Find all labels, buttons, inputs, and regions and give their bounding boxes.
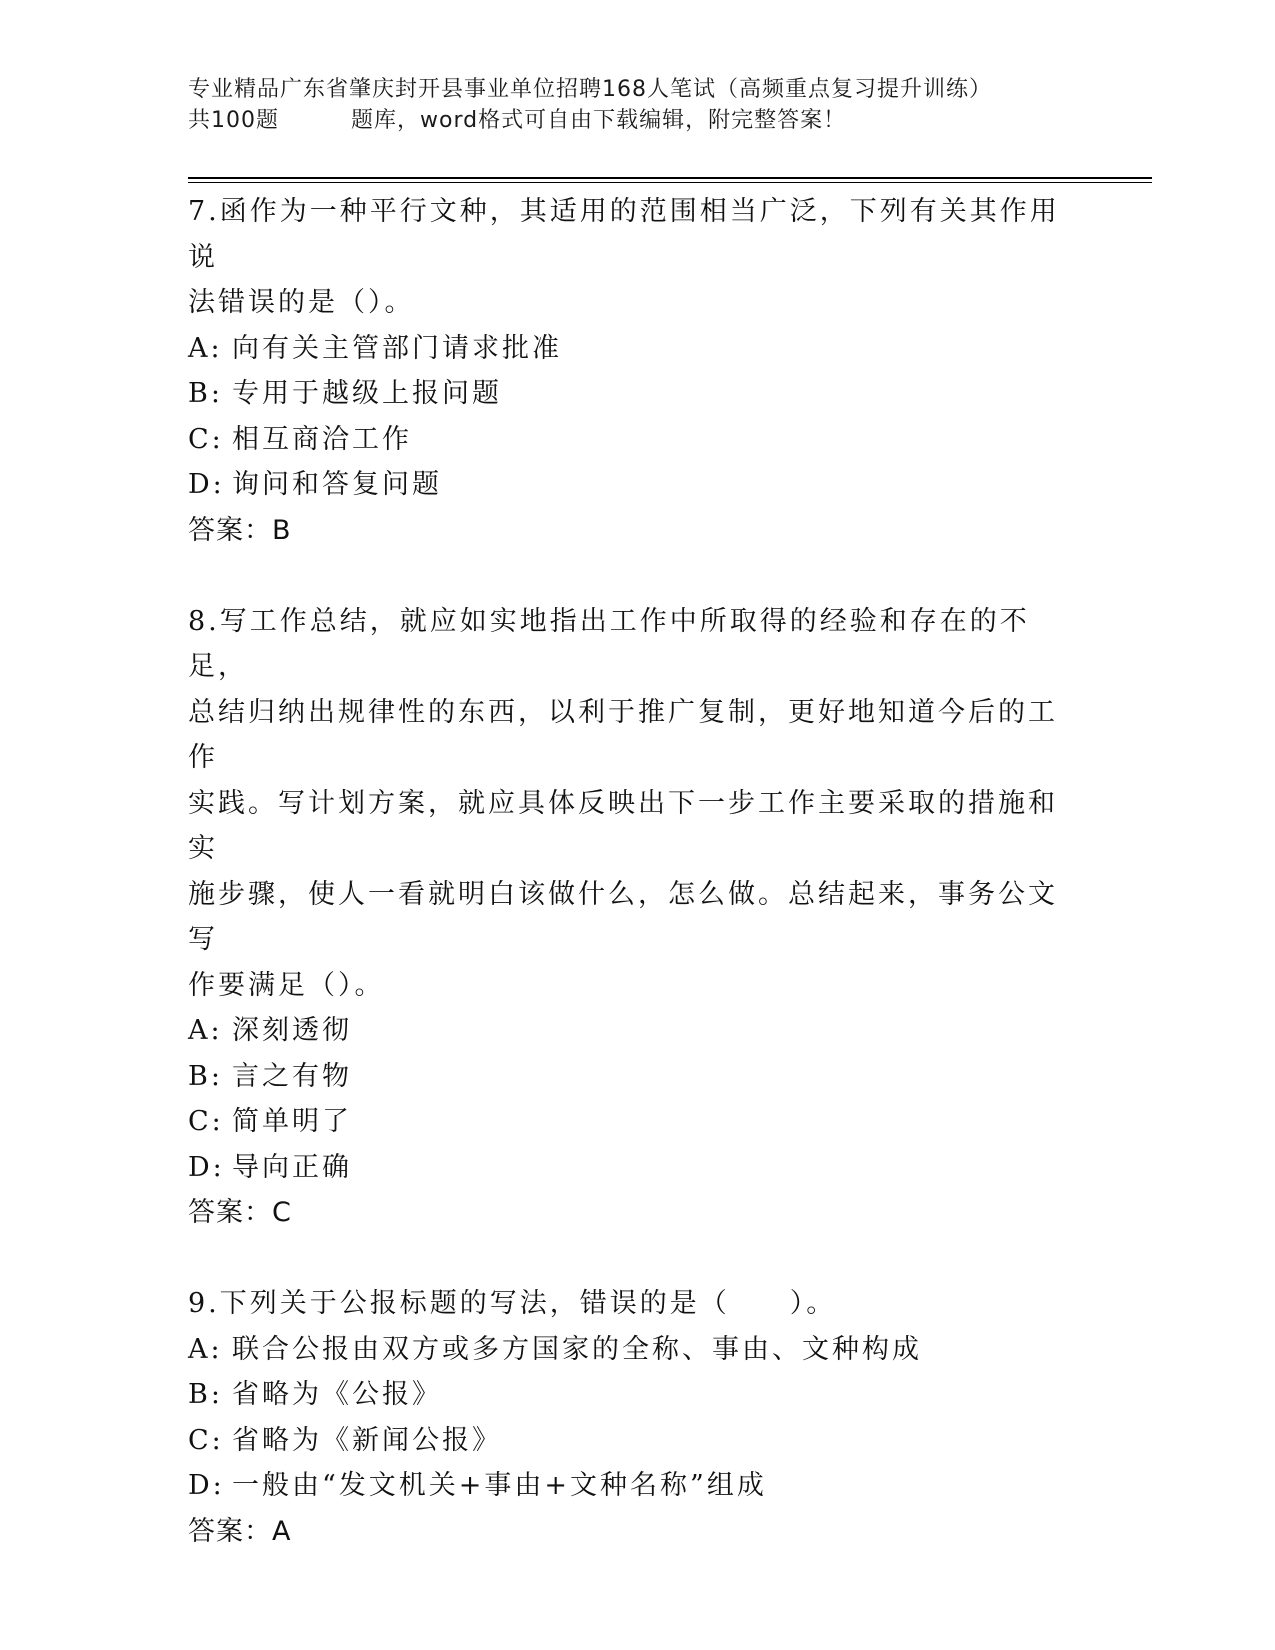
- answer-line: 答案：A: [188, 1515, 292, 1547]
- option-key: D:: [188, 469, 225, 500]
- option-b: [188, 371, 1068, 417]
- option-text: 简单明了: [232, 1106, 352, 1137]
- option-c: [188, 1099, 1068, 1145]
- option-b: [188, 1054, 1068, 1100]
- option-key: C:: [188, 1424, 224, 1456]
- option-text: 询问和答复问题: [232, 469, 442, 500]
- option-d: [188, 1145, 1068, 1191]
- option-b: [188, 1372, 1068, 1418]
- option-d: [188, 1463, 1068, 1509]
- question-stem-line: 施步骤，使人一看就明白该做什么，怎么做。总结起来，事务公文写: [188, 878, 1058, 955]
- option-d: [188, 462, 1068, 508]
- option-c: [188, 1418, 1068, 1464]
- header-question-count: 共100题: [188, 108, 279, 133]
- question-stem-line: 实践。写计划方案，就应具体反映出下一步工作主要采取的措施和实: [188, 787, 1058, 864]
- header-title-line: 专业精品广东省肇庆封开县事业单位招聘168人笔试（高频重点复习提升训练）: [188, 77, 992, 102]
- option-key: B:: [188, 1379, 223, 1410]
- option-text: 一般由“发文机关+事由+文种名称”组成: [232, 1470, 767, 1501]
- header-subtitle-line: [188, 105, 1088, 136]
- option-key: D:: [188, 1470, 225, 1501]
- option-key: A:: [188, 332, 223, 364]
- question-list: [188, 189, 1068, 1554]
- option-text: 省略为《新闻公报》: [232, 1424, 502, 1456]
- option-text: 相互商洽工作: [232, 423, 412, 455]
- question-stem-line: 法错误的是（）。: [188, 287, 415, 318]
- header-divider-thin: [188, 182, 1152, 183]
- option-key: D:: [188, 1151, 225, 1183]
- question-stem-line: 8.写工作总结，就应如实地指出工作中所取得的经验和存在的不足，: [188, 605, 1030, 682]
- option-text: 导向正确: [232, 1151, 352, 1183]
- option-text: 向有关主管部门请求批准: [232, 332, 562, 364]
- question-item: [188, 599, 1068, 1236]
- question-stem-line: 7.函作为一种平行文种，其适用的范围相当广泛，下列有关其作用说: [188, 196, 1060, 273]
- answer-line: 答案：B: [188, 514, 292, 546]
- option-key: C:: [188, 423, 224, 455]
- option-a: [188, 1008, 1068, 1054]
- question-item: [188, 189, 1068, 553]
- question-stem-line: 总结归纳出规律性的东西，以利于推广复制，更好地知道今后的工作: [188, 696, 1058, 773]
- option-text: 言之有物: [232, 1060, 352, 1092]
- option-c: [188, 417, 1068, 463]
- document-header: [188, 74, 1088, 136]
- question-item: [188, 1281, 1068, 1554]
- option-a: [188, 1327, 1068, 1373]
- option-text: 省略为《公报》: [232, 1379, 442, 1410]
- option-key: B:: [188, 1060, 223, 1092]
- header-divider-thick: [188, 177, 1152, 179]
- option-text: 深刻透彻: [232, 1015, 352, 1046]
- question-stem-line: 作要满足（）。: [188, 969, 385, 1001]
- option-text: 联合公报由双方或多方国家的全称、事由、文种构成: [232, 1333, 922, 1365]
- question-stem-line: 9.下列关于公报标题的写法，错误的是（ ）。: [188, 1288, 837, 1319]
- option-key: A:: [188, 1015, 223, 1046]
- option-text: 专用于越级上报问题: [232, 378, 502, 409]
- option-a: [188, 326, 1068, 372]
- header-description: 题库，word格式可自由下载编辑，附完整答案！: [351, 108, 847, 133]
- option-key: C:: [188, 1106, 224, 1137]
- option-key: A:: [188, 1333, 223, 1365]
- option-key: B:: [188, 378, 223, 409]
- answer-line: 答案：C: [188, 1197, 292, 1228]
